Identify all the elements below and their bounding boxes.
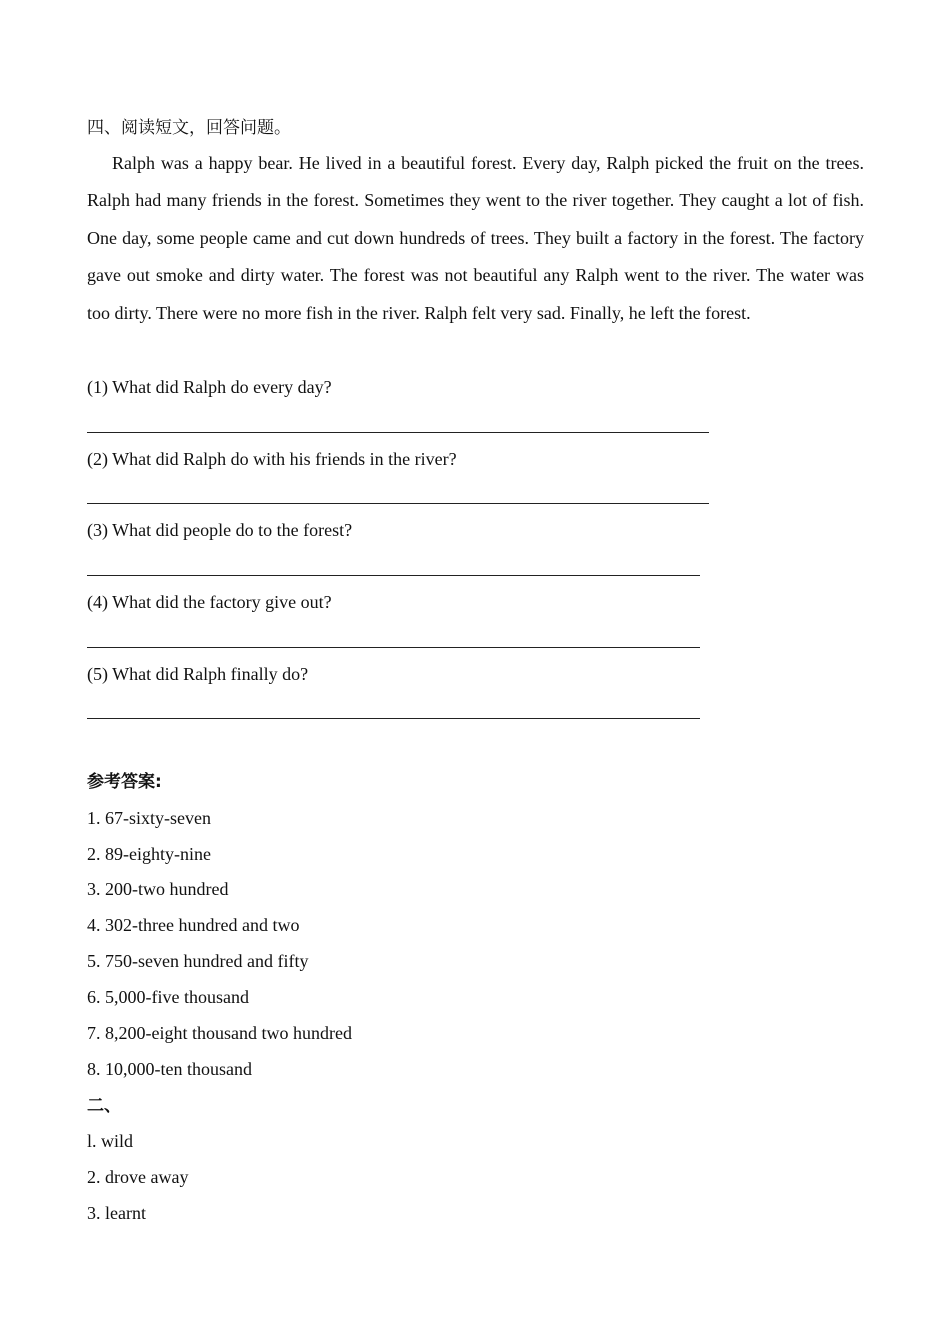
answer-item: 7. 8,200-eight thousand two hundred: [87, 1023, 352, 1043]
answer-item: 6. 5,000-five thousand: [87, 987, 249, 1007]
answer-item: 8. 10,000-ten thousand: [87, 1059, 252, 1079]
answer-line-2[interactable]: [87, 503, 709, 504]
answer-item: 3. learnt: [87, 1203, 146, 1223]
answer-line-4[interactable]: [87, 647, 700, 648]
answer-key-title: 参考答案:: [87, 772, 162, 792]
answer-item: 4. 302-three hundred and two: [87, 915, 300, 935]
answer-item: 5. 750-seven hundred and fifty: [87, 951, 309, 971]
answer-item: l. wild: [87, 1131, 134, 1151]
answer-section-2-label: 二、: [87, 1096, 121, 1116]
answer-item: 2. drove away: [87, 1167, 189, 1187]
answer-line-1[interactable]: [87, 432, 709, 433]
question-1: (1) What did Ralph do every day?: [87, 377, 332, 397]
section-heading: 四、阅读短文，回答问题。: [87, 118, 291, 138]
reading-passage: Ralph was a happy bear. He lived in a beautiful forest. Every day, Ralph picked the fruit on the trees. Ralph had many friends in the forest. Sometimes they went to the river together. They caught a lot of fish. One day, some people came and cut down hundreds of trees. They built a factory in the forest. The factory gave out smoke and dirty water. The forest was not beautiful any Ralph went to the river. The water was too dirty. There were no more fish in the river. Ralph felt very sad. Finally, he left the forest.: [87, 153, 864, 323]
question-2: (2) What did Ralph do with his friends in the river?: [87, 449, 457, 469]
question-4: (4) What did the factory give out?: [87, 592, 332, 612]
answer-item: 2. 89-eighty-nine: [87, 844, 211, 864]
question-3: (3) What did people do to the forest?: [87, 520, 353, 540]
answer-line-3[interactable]: [87, 575, 700, 576]
question-5: (5) What did Ralph finally do?: [87, 664, 309, 684]
answer-item: 3. 200-two hundred: [87, 879, 229, 899]
answer-line-5[interactable]: [87, 718, 700, 719]
answer-item: 1. 67-sixty-seven: [87, 808, 211, 828]
